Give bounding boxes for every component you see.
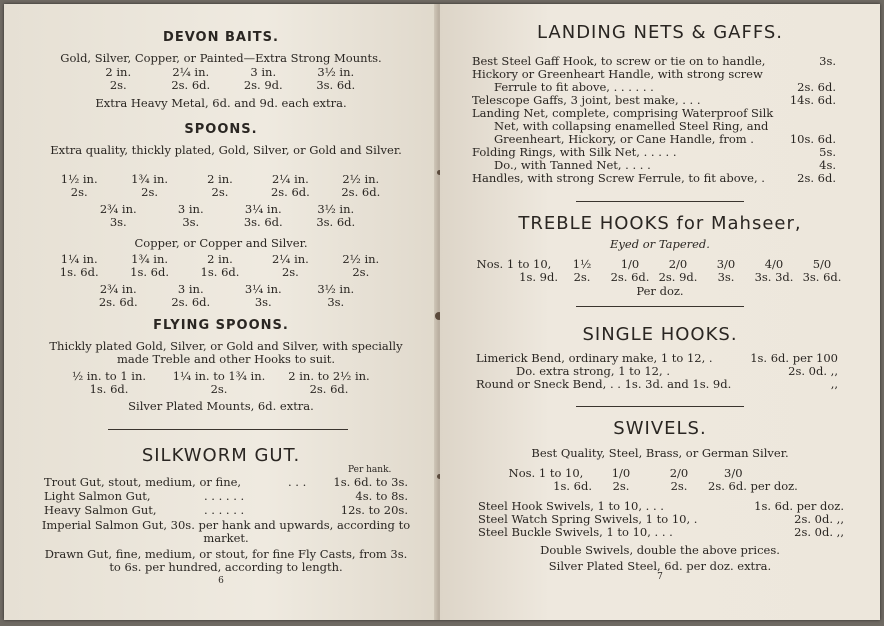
copper-label: Copper, or Copper and Silver. [134,236,308,250]
swivel-line-price: 1s. 6d. per doz. [754,499,844,513]
nets-line-text: Best Steel Gaff Hook, to screw or tie on to handle, [472,54,766,68]
nets-line-text: Net, with collapsing enamelled Steel Ring, and [494,119,769,133]
single-line-price: 2s. 0d. ,, [788,364,838,378]
treble-price: 1s. 9d. [519,270,558,284]
spoon-price: 2s. [352,265,370,279]
spoon-size: 2¼ in. [271,172,309,186]
silk-name: Light Salmon Gut, [44,489,151,503]
single-line [476,378,838,392]
swivel-line [478,526,844,540]
swivel-price: 1s. 6d. [553,479,592,493]
page-number-left: 6 [218,576,224,586]
spoon-size: 2½ in. [342,252,380,266]
page-right [440,4,880,620]
nets-line-price: 10s. 6d. [789,132,836,146]
spoons-title: SPOONS. [184,122,258,137]
swivel-size: 1/0 [611,466,631,480]
treble-size: 1½ [572,257,592,271]
spoon-size: 1½ in. [60,172,98,186]
spoon-size: 3¼ in. [244,202,282,216]
silk-row [44,490,408,504]
treble-price: 2s. [573,270,591,284]
silk-dots: . . . . . . [204,503,245,517]
nets-line-price: 4s. [819,158,836,172]
treble-hooks-title: TREBLE HOOKS for Mahseer, [518,213,802,234]
swivel-size: Nos. 1 to 10, [508,466,584,480]
landing-nets-title: LANDING NETS & GAFFS. [536,22,784,43]
flying-grid [54,370,384,396]
devon-size: 3 in. [250,65,277,79]
spoon-price: 3s. [254,295,272,309]
flying-price: 2s. [210,382,228,396]
spoons-grid-1 [44,173,396,199]
single-line-text: Do. extra strong, 1 to 12, . [516,364,670,378]
spoon-size: 3½ in. [317,282,355,296]
treble-grid [470,258,846,284]
nets-line-text: Do., with Tanned Net, . . . . [494,158,651,172]
devon-size: 2¼ in. [172,65,210,79]
devon-size: 3½ in. [317,65,355,79]
devon-price: 2s. 9d. [243,78,283,92]
booklet-spread [4,4,880,620]
page-left [4,4,438,620]
flying-spoons-desc: Thickly plated Gold, Silver, or Gold and Silver, with specially made Treble and other Hooks to suit. [49,339,403,366]
spoon-price: 2s. 6d. [270,185,310,199]
silk-name: Trout Gut, stout, medium, or fine, [44,475,242,489]
single-line-price: 1s. 6d. per 100 [750,351,838,365]
spoon-price: 1s. 6d. [130,265,170,279]
silk-dots: . . . . . . [204,489,245,503]
spoon-size: 2 in. [207,172,233,186]
nets-line-price: 14s. 6d. [789,93,836,107]
nets-line-price: 2s. 6d. [797,80,836,94]
silk-price: 12s. to 20s. [340,503,408,517]
silk-price: 4s. to 8s. [355,489,408,503]
spoon-size: 3 in. [177,282,204,296]
devon-baits-title: DEVON BAITS. [163,30,279,45]
spoon-price: 3s. [109,215,127,229]
spoon-price: 3s. 6d. [316,215,356,229]
spoon-price: 2s. 6d. [341,185,381,199]
spoon-price: 2s. 6d. [98,295,138,309]
treble-subtitle: Eyed or Tapered. [610,237,710,251]
spoon-size: 3¼ in. [244,282,282,296]
spoon-size: 3 in. [177,202,204,216]
devon-baits-desc: Gold, Silver, Copper, or Painted—Extra Strong Mounts. [60,51,382,65]
treble-per-doz: Per doz. [636,284,684,298]
single-line-price: ,, [830,377,838,391]
treble-size: 4/0 [764,257,784,271]
treble-size: Nos. 1 to 10, [476,257,552,271]
silk-name: Heavy Salmon Gut, [44,503,157,517]
treble-price: 2s. 6d. [610,270,650,284]
devon-price-grid [82,66,372,92]
nets-line-text: Folding Rings, with Silk Net, . . . . . [472,145,677,159]
swivel-size: 3/0 [724,466,743,480]
spoon-size: 1¾ in. [131,252,169,266]
spoon-price: 2s. [281,265,299,279]
divider [108,429,348,430]
devon-size: 2 in. [105,65,132,79]
spoon-price: 2s. 6d. [171,295,211,309]
spoon-price: 3s. [327,295,345,309]
nets-line-price: 5s. [819,145,836,159]
nets-line-price: 2s. 6d. [797,171,836,185]
treble-price: 3s. [717,270,735,284]
swivel-line-price: 2s. 0d. ,, [794,512,844,526]
devon-price: 3s. 6d. [316,78,356,92]
divider [576,306,744,307]
swivel-line-text: Steel Hook Swivels, 1 to 10, . . . [478,499,664,513]
devon-price: 2s. [109,78,127,92]
nets-line-price: 3s. [819,54,836,68]
spoon-price: 2s. [141,185,159,199]
silver-plated-steel: Silver Plated Steel, 6d. per doz. extra. [548,559,772,573]
silk-row [44,476,408,490]
devon-price: 2s. 6d. [171,78,211,92]
swivels-title: SWIVELS. [613,418,707,439]
spoon-size: 2½ in. [342,172,380,186]
page-number-right: 7 [657,572,663,582]
devon-extra: Extra Heavy Metal, 6d. and 9d. each extra. [95,96,347,110]
spoon-price: 2s. [211,185,229,199]
flying-size: ½ in. to 1 in. [71,369,147,383]
nets-line-text: Hickory or Greenheart Handle, with strong screw [472,67,763,81]
treble-size: 3/0 [716,257,736,271]
nets-line-text: Greenheart, Hickory, or Cane Handle, from . [494,132,754,146]
double-swivels: Double Swivels, double the above prices. [540,543,780,557]
treble-size: 1/0 [620,257,640,271]
spoons-grid-3 [44,253,396,279]
single-line-text: Round or Sneck Bend, . . 1s. 3d. and 1s. 9d. [476,377,732,391]
silkworm-title: SILKWORM GUT. [141,445,301,466]
swivel-price: 2s. [670,479,688,493]
spoon-size: 3½ in. [317,202,355,216]
divider [576,201,744,202]
spoons-grid-4 [82,283,372,309]
spoons-grid-2 [82,203,372,229]
spoon-size: 2¾ in. [99,282,137,296]
nets-line-text: Telescope Gaffs, 3 joint, best make, . . . [472,93,701,107]
flying-size: 2 in. to 2½ in. [288,369,370,383]
nets-line [472,172,836,186]
treble-size: 2/0 [668,257,688,271]
single-hooks-title: SINGLE HOOKS. [582,324,738,345]
swivel-line-text: Steel Buckle Swivels, 1 to 10, . . . [478,525,673,539]
spoon-size: 2¾ in. [99,202,137,216]
single-line-text: Limerick Bend, ordinary make, 1 to 12, . [476,351,713,365]
divider [576,406,744,407]
swivel-line-price: 2s. 0d. ,, [794,525,844,539]
treble-price: 3s. 6d. [802,270,842,284]
drawn-gut: Drawn Gut, fine, medium, or stout, for fine Fly Casts, from 3s. to 6s. per hundred, according to length. [44,547,408,574]
nets-line-text: Ferrule to fit above, . . . . . . [494,80,654,94]
swivel-size: 2/0 [669,466,689,480]
treble-price: 3s. 3d. [754,270,794,284]
flying-extra: Silver Plated Mounts, 6d. extra. [128,399,314,413]
spoon-price: 1s. 6d. [200,265,240,279]
flying-spoons-title: FLYING SPOONS. [153,318,289,333]
spoon-price: 1s. 6d. [59,265,99,279]
spoon-price: 2s. [70,185,88,199]
spoon-size: 2¼ in. [271,252,309,266]
silk-row [44,504,408,518]
nets-line-text: Landing Net, complete, comprising Waterproof Silk [472,106,774,120]
swivels-quality: Best Quality, Steel, Brass, or German Silver. [531,446,789,460]
imperial-gut: Imperial Salmon Gut, 30s. per hank and upwards, according to market. [41,518,411,545]
spoons-desc: Extra quality, thickly plated, Gold, Silver, or Gold and Silver. [50,143,402,157]
swivel-price: 2s. [612,479,630,493]
swivel-price: 2s. 6d. per doz. [708,479,798,493]
treble-size: 5/0 [812,257,832,271]
swivels-grid [500,467,830,493]
silk-price: 1s. 6d. to 3s. [333,475,408,489]
spoon-size: 1¼ in. [60,252,98,266]
treble-price: 2s. 9d. [658,270,698,284]
flying-price: 2s. 6d. [309,382,349,396]
nets-line-text: Handles, with strong Screw Ferrule, to fit above, . [472,171,765,185]
flying-size: 1¼ in. to 1¾ in. [172,369,266,383]
per-hank-label: Per hank. [348,465,392,475]
spoon-price: 3s. [182,215,200,229]
spoon-size: 1¾ in. [131,172,169,186]
swivel-line-text: Steel Watch Spring Swivels, 1 to 10, . [478,512,698,526]
spoon-size: 2 in. [207,252,233,266]
flying-price: 1s. 6d. [89,382,129,396]
spoon-price: 3s. 6d. [243,215,283,229]
silk-dots: . . . [288,475,307,489]
